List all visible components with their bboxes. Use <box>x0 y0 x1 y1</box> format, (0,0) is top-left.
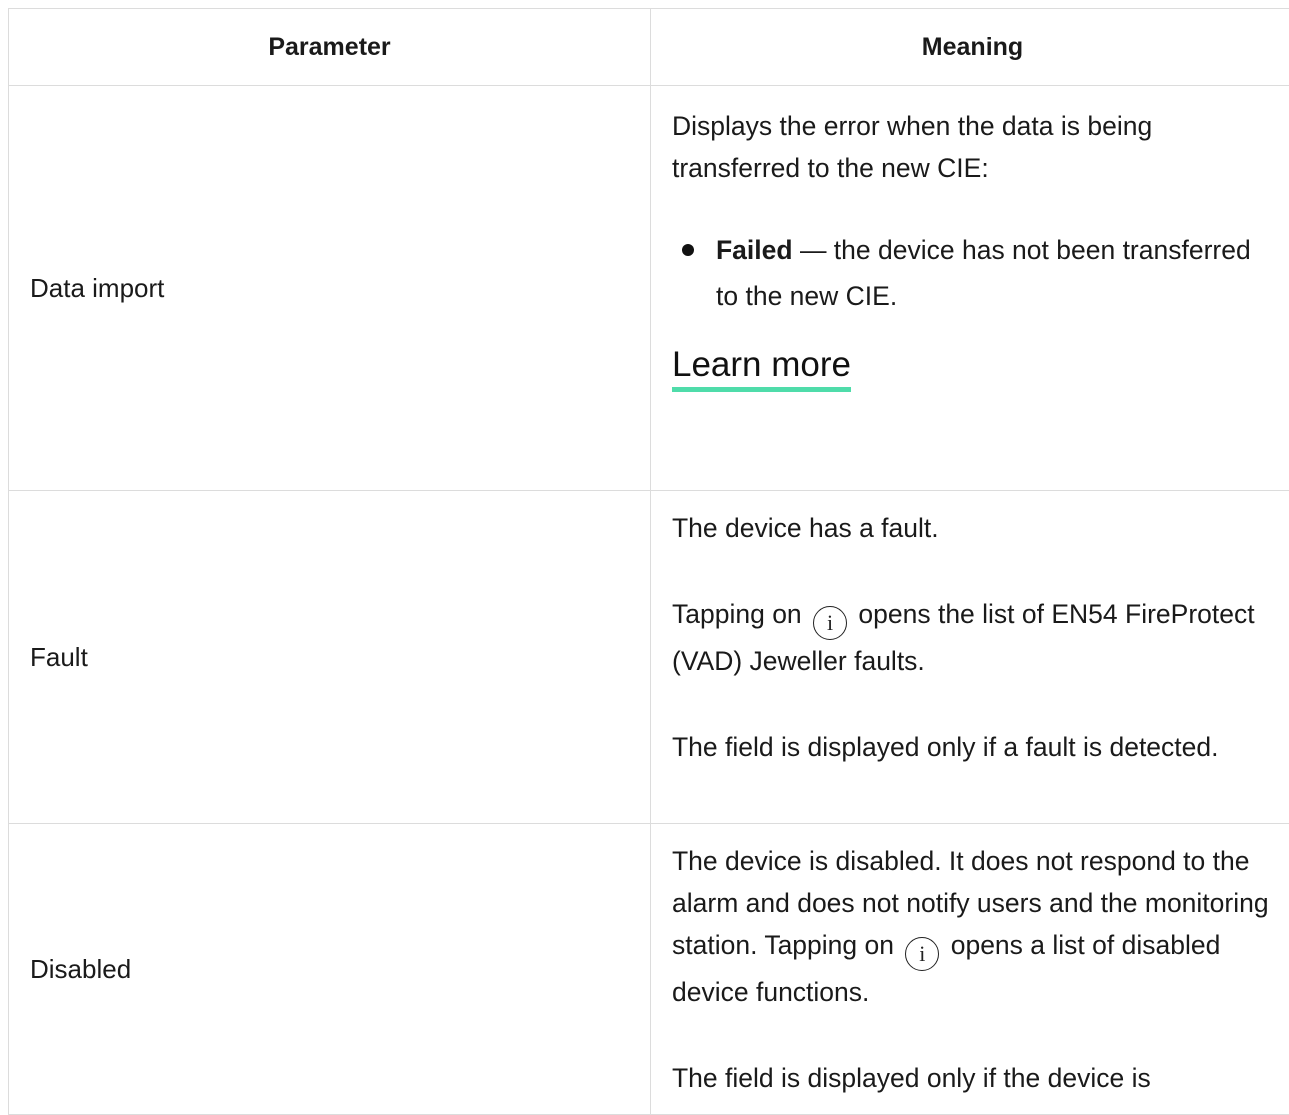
table-row <box>9 491 1289 824</box>
meaning-data-import <box>651 86 1289 490</box>
bullet-dot <box>682 244 694 256</box>
header-meaning: Meaning <box>921 32 1024 61</box>
meaning-text-part: The device is disabled. It does not respond to the alarm and does not notify users and the monitoring station. Tapping on <box>672 846 1269 960</box>
param-fault: Fault <box>9 491 651 823</box>
meaning-text: The field is displayed only if a fault is detected. <box>672 732 1219 762</box>
info-icon: i <box>905 937 939 971</box>
learn-more-link[interactable]: Learn more <box>672 343 851 392</box>
bullet-bold-term: Failed <box>716 235 793 265</box>
info-icon: i <box>813 606 847 640</box>
parameters-table <box>8 8 1289 1115</box>
meaning-text <box>672 840 1274 1013</box>
param-data-import: Data import <box>9 86 651 490</box>
bullet-text: — the device has not been transferred to the new CIE. <box>716 235 1251 311</box>
meaning-fault <box>651 491 1289 823</box>
header-parameter: Parameter <box>9 9 651 85</box>
meaning-text: The field is displayed only if the device is <box>672 1063 1151 1093</box>
meaning-text-part: opens a list of disabled device functions. <box>672 930 1221 1007</box>
list-item <box>672 227 1274 319</box>
table-row <box>9 824 1289 1115</box>
bullet-list <box>672 227 1274 319</box>
table-header-row <box>9 9 1289 86</box>
meaning-text <box>672 593 1274 682</box>
meaning-text: The device has a fault. <box>672 513 939 543</box>
meaning-text: Displays the error when the data is being transferred to the new CIE: <box>672 111 1153 183</box>
table-row <box>9 86 1289 491</box>
param-disabled: Disabled <box>9 824 651 1114</box>
meaning-text-part: Tapping on <box>672 599 810 629</box>
meaning-text-part: opens the list of EN54 FireProtect (VAD) Jeweller faults. <box>672 599 1255 676</box>
meaning-disabled <box>651 824 1289 1114</box>
